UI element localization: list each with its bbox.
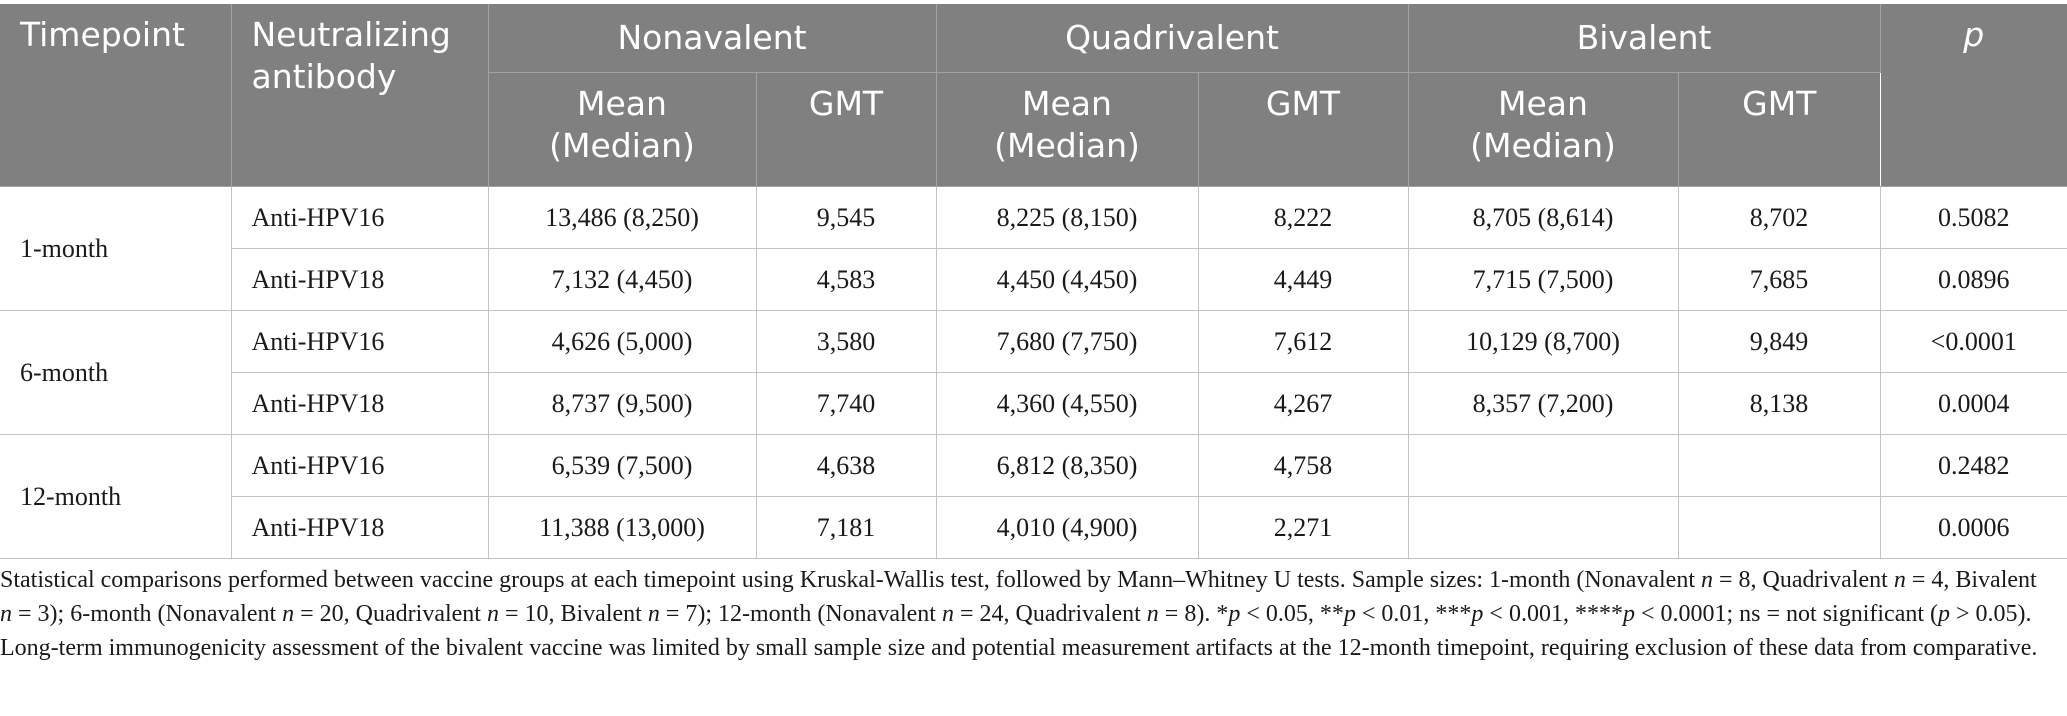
bivalent-gmt-cell [1678,435,1880,497]
table-row [0,311,2067,373]
table-row [0,373,2067,435]
timepoint-header: Timepoint [0,4,231,187]
bivalent-gmt-header: GMT [1678,73,1880,187]
quadrivalent-gmt-cell: 7,612 [1198,311,1408,373]
quadrivalent-mean-cell: 4,010 (4,900) [936,497,1198,559]
bivalent-gmt-cell: 7,685 [1678,249,1880,311]
quadrivalent-mean-cell: 4,360 (4,550) [936,373,1198,435]
table-row [0,249,2067,311]
timepoint-cell: 12-month [0,435,231,559]
p-value-cell: <0.0001 [1880,311,2067,373]
table-row [0,187,2067,249]
quadrivalent-mean-cell: 4,450 (4,450) [936,249,1198,311]
quadrivalent-mean-cell: 8,225 (8,150) [936,187,1198,249]
bivalent-mean-cell: 10,129 (8,700) [1408,311,1678,373]
quadrivalent-gmt-cell: 4,758 [1198,435,1408,497]
bivalent-gmt-cell: 8,702 [1678,187,1880,249]
nonavalent-gmt-header: GMT [756,73,936,187]
quadrivalent-header: Quadrivalent [936,4,1408,73]
table-row [0,497,2067,559]
nonavalent-mean-header: Mean (Median) [488,73,756,187]
nonavalent-gmt-cell: 9,545 [756,187,936,249]
table-row [0,435,2067,497]
p-value-cell: 0.2482 [1880,435,2067,497]
bivalent-mean-cell: 7,715 (7,500) [1408,249,1678,311]
timepoint-cell: 6-month [0,311,231,435]
bivalent-mean-header: Mean (Median) [1408,73,1678,187]
nonavalent-header: Nonavalent [488,4,936,73]
p-value-cell: 0.0006 [1880,497,2067,559]
nonavalent-gmt-cell: 7,181 [756,497,936,559]
bivalent-gmt-cell: 9,849 [1678,311,1880,373]
nonavalent-gmt-cell: 4,583 [756,249,936,311]
bivalent-header: Bivalent [1408,4,1880,73]
neutralizing-antibody-header: Neutralizing antibody [231,4,488,187]
quadrivalent-mean-header: Mean (Median) [936,73,1198,187]
antibody-cell: Anti-HPV16 [231,311,488,373]
p-value-cell: 0.0896 [1880,249,2067,311]
bivalent-mean-cell: 8,705 (8,614) [1408,187,1678,249]
p-value-cell: 0.0004 [1880,373,2067,435]
results-table [0,4,2067,559]
p-value-cell: 0.5082 [1880,187,2067,249]
bivalent-gmt-cell [1678,497,1880,559]
antibody-cell: Anti-HPV16 [231,187,488,249]
quadrivalent-gmt-header: GMT [1198,73,1408,187]
antibody-cell: Anti-HPV16 [231,435,488,497]
p-value-header: p [1880,4,2067,187]
nonavalent-mean-cell: 6,539 (7,500) [488,435,756,497]
nonavalent-mean-cell: 7,132 (4,450) [488,249,756,311]
nonavalent-mean-cell: 8,737 (9,500) [488,373,756,435]
nonavalent-mean-cell: 13,486 (8,250) [488,187,756,249]
bivalent-gmt-cell: 8,138 [1678,373,1880,435]
timepoint-cell: 1-month [0,187,231,311]
antibody-cell: Anti-HPV18 [231,497,488,559]
bivalent-mean-cell: 8,357 (7,200) [1408,373,1678,435]
bivalent-mean-cell [1408,497,1678,559]
quadrivalent-mean-cell: 6,812 (8,350) [936,435,1198,497]
nonavalent-gmt-cell: 4,638 [756,435,936,497]
bivalent-mean-cell [1408,435,1678,497]
antibody-cell: Anti-HPV18 [231,373,488,435]
quadrivalent-mean-cell: 7,680 (7,750) [936,311,1198,373]
nonavalent-gmt-cell: 7,740 [756,373,936,435]
quadrivalent-gmt-cell: 8,222 [1198,187,1408,249]
quadrivalent-gmt-cell: 4,449 [1198,249,1408,311]
table-footnote: Statistical comparisons performed between vaccine groups at each timepoint using Kruskal-Wallis test, followed by Mann–Whitney U tests. Sample sizes: 1-month (Nonavalent n = 8, Quadrivalent n = 4, Bivalent n = 3); 6-month (Nonavalent n = 20, Quadrivalent n = 10, Bivalent n = 7); 12-month (Nonavalent n = 24, Quadrivalent n = 8). *p < 0.05, **p < 0.01, ***p < 0.001, ****p < 0.0001; ns = not significant (p > 0.05). Long-term immunogenicity assessment of the bivalent vaccine was limited by small sample size and potential measurement artifacts at the 12-month timepoint, requiring exclusion of these data from comparative. [0,567,2038,661]
header-row-1 [0,4,2067,73]
nonavalent-mean-cell: 4,626 (5,000) [488,311,756,373]
quadrivalent-gmt-cell: 4,267 [1198,373,1408,435]
nonavalent-mean-cell: 11,388 (13,000) [488,497,756,559]
quadrivalent-gmt-cell: 2,271 [1198,497,1408,559]
antibody-cell: Anti-HPV18 [231,249,488,311]
nonavalent-gmt-cell: 3,580 [756,311,936,373]
